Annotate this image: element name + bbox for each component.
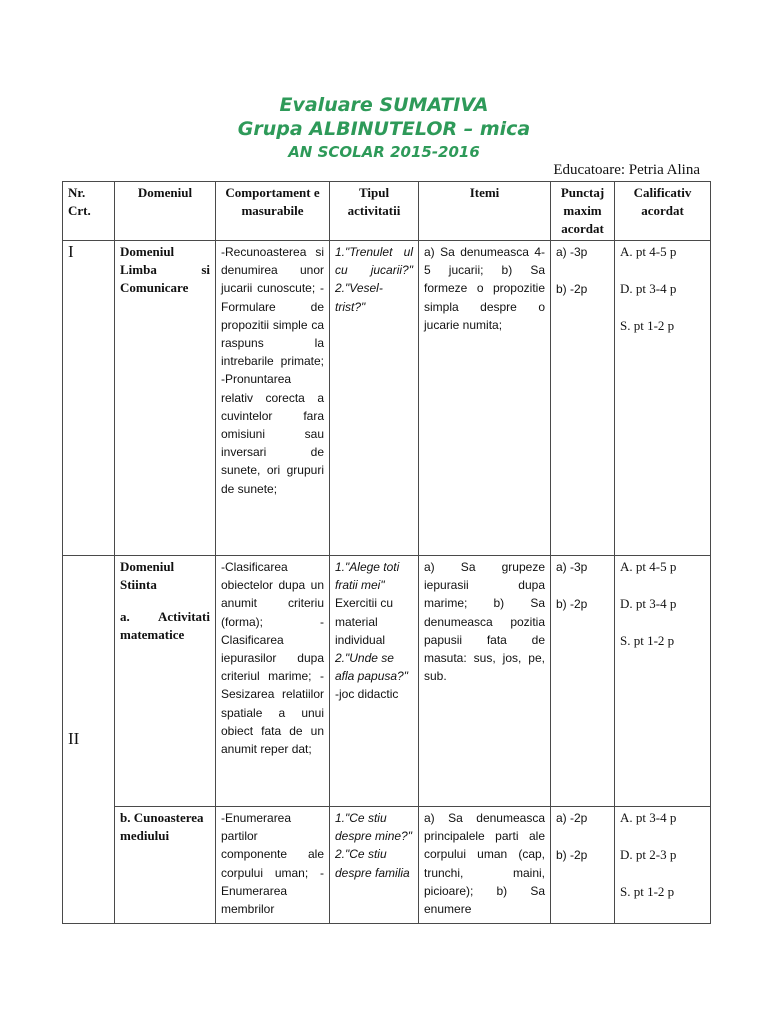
header-calificativ: Calificativ acordat: [615, 182, 711, 241]
behaviour-cell: -Recunoasterea si denumirea unor jucarii cunoscute; -Formulare de propozitii simple ca raspuns la intrebarile primate; -Pronuntarea relativ corecta a cuvintelor fara omisiuni sau inversari de sunete, ori grupuri de sunete;: [216, 241, 330, 556]
educator-name: Educatoare: Petria Alina: [553, 162, 700, 178]
activity-a: 1."Alege toti fratii mei": [335, 560, 400, 593]
score-cell: [551, 807, 615, 924]
grade-a: A. pt 4-5 p: [620, 244, 677, 259]
activity-type-cell: [330, 556, 419, 807]
score-b: b) -2p: [556, 597, 588, 612]
header-domeniul: Domeniul: [115, 182, 216, 241]
grade-cell: [615, 241, 711, 556]
grade-a: A. pt 3-4 p: [620, 810, 677, 825]
grade-s: S. pt 1-2 p: [620, 884, 675, 900]
score-cell: [551, 556, 615, 807]
table-row: [63, 241, 711, 556]
header-punctaj: Punctaj maxim acordat: [551, 182, 615, 241]
grade-d: D. pt 3-4 p: [620, 281, 677, 297]
table-row: [63, 556, 711, 807]
grade-cell: [615, 807, 711, 924]
score-cell: [551, 241, 615, 556]
header-itemi: Itemi: [419, 182, 551, 241]
evaluation-table: [62, 181, 711, 924]
score-a: a) -3p: [556, 245, 588, 259]
header-tipul: Tipul activitatii: [330, 182, 419, 241]
title-line-1: Evaluare SUMATIVA: [279, 94, 489, 116]
domain-subtitle: a. Activitati matematice: [120, 609, 210, 642]
score-b: b) -2p: [556, 848, 588, 863]
grade-d: D. pt 2-3 p: [620, 847, 677, 863]
score-a: a) -3p: [556, 560, 588, 574]
header-nr: Nr. Crt.: [63, 182, 115, 241]
items-cell: a) Sa grupeze iepurasii dupa marime; b) Sa denumeasca pozitia papusii fata de masuta: sus, jos, pe, sub.: [419, 556, 551, 807]
row-number: II: [63, 556, 115, 924]
activity-d: -joc didactic: [335, 687, 399, 702]
domain-cell: Domeniul Limba si Comunicare: [115, 241, 216, 556]
domain-cell: b. Cunoasterea mediului: [115, 807, 216, 924]
document-title: [0, 93, 768, 163]
grade-d: D. pt 3-4 p: [620, 596, 677, 612]
score-b: b) -2p: [556, 282, 588, 297]
grade-cell: [615, 556, 711, 807]
table-header-row: [63, 182, 711, 241]
activity-c: 2."Unde se afla papusa?": [335, 651, 408, 684]
activity-type-cell: 1."Ce stiu despre mine?" 2."Ce stiu despre familia: [330, 807, 419, 924]
activity-type-cell: 1."Trenulet ul cu jucarii?" 2."Vesel-trist?": [330, 241, 419, 556]
grade-s: S. pt 1-2 p: [620, 633, 675, 649]
row-number: I: [63, 241, 115, 556]
score-a: a) -2p: [556, 811, 588, 825]
title-line-2: Grupa ALBINUTELOR – mica: [237, 118, 531, 140]
activity-b: Exercitii cu material individual: [335, 596, 394, 647]
domain-cell: [115, 556, 216, 807]
behaviour-cell: -Clasificarea obiectelor dupa un anumit criteriu (forma); -Clasificarea iepurasilor dupa criteriul marime; -Sesizarea relatiilor spatiale a unui obiect fata de un anumit reper dat;: [216, 556, 330, 807]
table-row: [63, 807, 711, 924]
behaviour-cell: -Enumerarea partilor componente ale corpului uman; -Enumerarea membrilor: [216, 807, 330, 924]
items-cell: a) Sa denumeasca principalele parti ale corpului uman (cap, trunchi, maini, picioare); b) Sa enumere: [419, 807, 551, 924]
grade-a: A. pt 4-5 p: [620, 559, 677, 574]
domain-title: Domeniul Stiinta: [120, 559, 175, 592]
grade-s: S. pt 1-2 p: [620, 318, 675, 334]
title-line-3: AN SCOLAR 2015-2016: [288, 143, 480, 161]
items-cell: a) Sa denumeasca 4-5 jucarii; b) Sa formeze o propozitie simpla despre o jucarie numita;: [419, 241, 551, 556]
header-comportament: Comportament e masurabile: [216, 182, 330, 241]
